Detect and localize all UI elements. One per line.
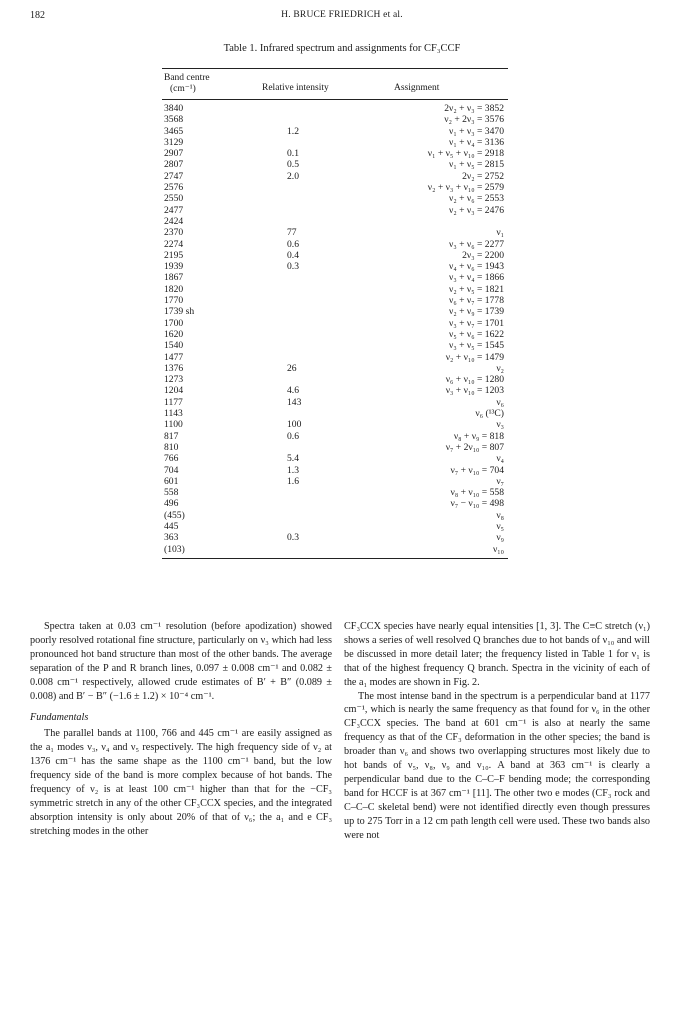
assignment-cell: ν₈ [496, 509, 504, 521]
table-row [162, 453, 508, 464]
table-row [162, 544, 508, 555]
band-centre-cell: 817 [164, 430, 179, 442]
assignment-cell: ν₂ + 2ν₃ = 3576 [444, 114, 504, 126]
assignment-cell: ν₆ (¹³C) [475, 408, 504, 420]
band-centre-unit: (cm⁻¹) [170, 84, 196, 94]
assignment-cell: ν₁ + ν₅ = 2815 [449, 159, 504, 171]
table-row [162, 340, 508, 351]
assignment-cell: ν₉ [496, 532, 504, 544]
section-subheading: Fundamentals [30, 712, 89, 724]
band-centre-cell: 2907 [164, 148, 184, 160]
band-centre-cell: 1700 [164, 317, 184, 329]
relative-intensity-cell: 0.1 [287, 148, 299, 160]
assignment-cell: 2ν₂ = 2752 [462, 170, 504, 182]
table-row [162, 510, 508, 521]
table-row [162, 476, 508, 487]
band-centre-cell: 1540 [164, 340, 184, 352]
assignment-header: Assignment [394, 83, 440, 93]
table-header [162, 69, 508, 99]
band-centre-cell: 2195 [164, 249, 184, 261]
table-row [162, 465, 508, 476]
band-centre-cell: 1867 [164, 272, 184, 284]
table-row [162, 329, 508, 340]
table-row [162, 272, 508, 283]
band-centre-cell: 1739 sh [164, 306, 195, 318]
band-centre-cell: 1273 [164, 374, 184, 386]
assignment-cell: ν₆ [496, 396, 504, 408]
left-paragraph-2: The parallel bands at 1100, 766 and 445 cm⁻¹ are easily assigned as the a₁ modes ν₃, ν₄ and ν₅ respectively. The high frequency side of ν₂ at 1376 cm⁻¹ has the same shape as the 1100 cm⁻¹ band, but the low frequency side of the band is more complex because of hot bands. The frequency of ν₂ is at least 100 cm⁻¹ higher than that for the −CF₃ symmetric stretch in any of the other CF₃CCX species, and the integrated absorption intensity is only about 20% of that of ν₆; the a₁ and e CF₃ stretching modes in the other [30, 728, 332, 837]
assignment-cell: ν₁ + ν₃ = 3470 [449, 125, 504, 137]
table-row [162, 532, 508, 543]
band-centre-cell: 2747 [164, 170, 184, 182]
relative-intensity-cell: 0.4 [287, 249, 299, 261]
band-centre-cell: 2576 [164, 182, 184, 194]
band-centre-cell: 1477 [164, 351, 184, 363]
assignment-cell: ν₈ + ν₁₀ = 558 [450, 487, 504, 499]
relative-intensity-cell: 0.3 [287, 261, 299, 273]
assignment-cell: ν₃ + ν₅ = 1545 [449, 340, 504, 352]
table-row [162, 397, 508, 408]
table-row [162, 408, 508, 419]
table-caption: Table 1. Infrared spectrum and assignments for CF₃CCF [223, 43, 461, 54]
table-row [162, 442, 508, 453]
assignment-cell: 2ν₃ = 2200 [462, 249, 504, 261]
relative-intensity-cell: 1.3 [287, 464, 299, 476]
table-row [162, 182, 508, 193]
relative-intensity-cell: 143 [287, 396, 302, 408]
band-centre-cell: 704 [164, 464, 179, 476]
relative-intensity-cell: 1.6 [287, 475, 299, 487]
band-centre-cell: 2370 [164, 227, 184, 239]
table-row [162, 374, 508, 385]
band-centre-cell: 766 [164, 453, 179, 465]
left-paragraph-1: Spectra taken at 0.03 cm⁻¹ resolution (before apodization) showed poorly resolved rotational fine structure, particularly on ν₃ which had less pronounced hot band structure than most of the other bands. The average separation of the P and R branch lines, 0.097 ± 0.008 cm⁻¹ and 0.082 ± 0.008 cm⁻¹ respectively, allowed crude estimates of B′ + B″ (0.089 ± 0.008) and B′ − B″ (−1.6 ± 1.2) × 10⁻⁴ cm⁻¹. [30, 621, 332, 702]
band-centre-cell: 1770 [164, 295, 184, 307]
table-row [162, 137, 508, 148]
assignment-cell: ν₇ − ν₁₀ = 498 [450, 498, 504, 510]
table-row [162, 363, 508, 374]
assignment-cell: ν₅ [496, 520, 504, 532]
table-row [162, 239, 508, 250]
band-centre-cell: 2807 [164, 159, 184, 171]
band-centre-cell: 3465 [164, 125, 184, 137]
right-paragraph-2: The most intense band in the spectrum is a perpendicular band at 1177 cm⁻¹, which is nearly the same frequency as that found for ν₆ in the other CF₃CCX species. The band at 601 cm⁻¹ is also at nearly the same frequency as that of the CF₃ deformation in the other species; the band is broader than ν₆ and shows two overlapping structures most likely due to hot bands of ν₅, ν₈, ν₉ and ν₁₀. A band at 363 cm⁻¹ is clearly a perpendicular band due to the C–C–F bending mode; the corresponding band for HCCF is at 367 cm⁻¹ [11]. The other two e modes (CF₃ rock and C–C–C skeletal bend) were not identified directly even though pressures up to 275 Torr in a 12 cm path length cell were used. These two bands also were not [344, 690, 650, 841]
band-centre-label: Band centre [164, 73, 210, 83]
table-row [162, 487, 508, 498]
band-centre-cell: 1620 [164, 328, 184, 340]
assignment-cell: ν₂ + ν₁₀ = 1479 [445, 351, 504, 363]
right-text-column [344, 620, 650, 843]
relative-intensity-cell: 0.6 [287, 430, 299, 442]
table-row [162, 227, 508, 238]
assignment-cell: ν₇ [496, 475, 504, 487]
table-row [162, 385, 508, 396]
band-centre-cell: 1204 [164, 385, 184, 397]
assignment-cell: ν₂ + ν₆ = 2553 [449, 193, 504, 205]
table-row [162, 284, 508, 295]
band-centre-cell: 601 [164, 475, 179, 487]
relative-intensity-cell: 0.6 [287, 238, 299, 250]
band-centre-cell: 1177 [164, 396, 183, 408]
relative-intensity-cell: 77 [287, 227, 297, 239]
table-row [162, 521, 508, 532]
table-row [162, 431, 508, 442]
page-number: 182 [30, 10, 45, 21]
band-centre-header [164, 73, 210, 95]
table-row [162, 498, 508, 509]
assignment-cell: ν₃ + ν₁₀ = 1203 [445, 385, 504, 397]
band-centre-cell: 1820 [164, 283, 184, 295]
assignment-cell: ν₁ [496, 227, 504, 239]
band-centre-cell: 496 [164, 498, 179, 510]
table-row [162, 419, 508, 430]
relative-intensity-cell: 4.6 [287, 385, 299, 397]
relative-intensity-cell: 26 [287, 362, 297, 374]
assignment-cell: ν₃ + ν₇ = 1701 [449, 317, 504, 329]
band-centre-cell: (455) [164, 509, 185, 521]
assignment-cell: ν₁ + ν₄ = 3136 [449, 136, 504, 148]
left-text-column [30, 620, 332, 839]
table-row [162, 114, 508, 125]
band-centre-cell: 363 [164, 532, 179, 544]
band-centre-cell: 558 [164, 487, 179, 499]
assignment-cell: ν₇ + ν₁₀ = 704 [450, 464, 504, 476]
assignment-cell: ν₂ + ν₃ = 2476 [449, 204, 504, 216]
assignment-cell: ν₂ [496, 362, 504, 374]
table-row [162, 126, 508, 137]
right-paragraph-1: CF₃CCX species have nearly equal intensities [1, 3]. The C≡C stretch (ν₁) shows a series of well resolved Q branches due to hot bands of ν₁₀ and will be discussed in more detail later; the frequency listed in Table 1 for ν₁ is that of the highest frequency Q branch. Spectra in the vicinity of each of the a₁ modes are shown in Fig. 2. [344, 621, 650, 688]
table-row [162, 193, 508, 204]
band-centre-cell: 1376 [164, 362, 184, 374]
assignment-cell: ν₆ + ν₁₀ = 1280 [445, 374, 504, 386]
assignment-cell: ν₄ + ν₆ = 1943 [449, 261, 504, 273]
assignment-cell: ν₃ + ν₄ = 1866 [449, 272, 504, 284]
assignment-cell: ν₆ + ν₇ = 1778 [449, 295, 504, 307]
band-centre-cell: 445 [164, 520, 179, 532]
band-centre-cell: 810 [164, 441, 179, 453]
table-row [162, 295, 508, 306]
band-centre-cell: 1939 [164, 261, 184, 273]
assignment-cell: ν₄ [496, 453, 504, 465]
band-centre-cell: 2274 [164, 238, 184, 250]
band-centre-cell: 2550 [164, 193, 184, 205]
assignment-cell: ν₇ + 2ν₁₀ = 807 [445, 441, 504, 453]
table-bottom-rule [162, 558, 508, 559]
assignment-cell: ν₃ + ν₆ = 2277 [449, 238, 504, 250]
relative-intensity-cell: 100 [287, 419, 302, 431]
band-centre-cell: 1143 [164, 408, 183, 420]
assignment-cell: ν₈ + ν₉ = 818 [453, 430, 504, 442]
table-row [162, 306, 508, 317]
band-centre-cell: 3840 [164, 103, 184, 114]
relative-intensity-cell: 2.0 [287, 170, 299, 182]
table-row [162, 205, 508, 216]
relative-intensity-cell: 5.4 [287, 453, 299, 465]
relative-intensity-cell: 0.3 [287, 532, 299, 544]
band-centre-cell: 3568 [164, 114, 184, 126]
assignment-cell: ν₂ + ν₅ = 1821 [449, 283, 504, 295]
table-row [162, 318, 508, 329]
band-centre-cell: (103) [164, 543, 185, 555]
assignment-cell: ν₃ [496, 419, 504, 431]
band-centre-cell: 2424 [164, 215, 184, 227]
table-row [162, 352, 508, 363]
relative-intensity-cell: 1.2 [287, 125, 299, 137]
table-row [162, 148, 508, 159]
band-centre-cell: 2477 [164, 204, 184, 216]
assignment-cell: ν₂ + ν₉ = 1739 [449, 306, 504, 318]
assignment-cell: ν₁₀ [492, 543, 504, 555]
table-row [162, 159, 508, 170]
table-row [162, 171, 508, 182]
table-row [162, 261, 508, 272]
assignment-cell: 2ν₂ + ν₃ = 3852 [444, 103, 504, 114]
assignment-cell: ν₂ + ν₃ + ν₁₀ = 2579 [427, 182, 504, 194]
spectrum-table [162, 68, 508, 559]
band-centre-cell: 1100 [164, 419, 183, 431]
running-head: H. BRUCE FRIEDRICH et al. [281, 10, 403, 20]
table-row [162, 250, 508, 261]
assignment-cell: ν₅ + ν₆ = 1622 [449, 328, 504, 340]
table-body [162, 100, 508, 555]
band-centre-cell: 3129 [164, 136, 184, 148]
table-row [162, 103, 508, 114]
relative-intensity-cell: 0.5 [287, 159, 299, 171]
assignment-cell: ν₁ + ν₅ + ν₁₀ = 2918 [427, 148, 504, 160]
table-row [162, 216, 508, 227]
relative-intensity-header: Relative intensity [262, 83, 329, 93]
